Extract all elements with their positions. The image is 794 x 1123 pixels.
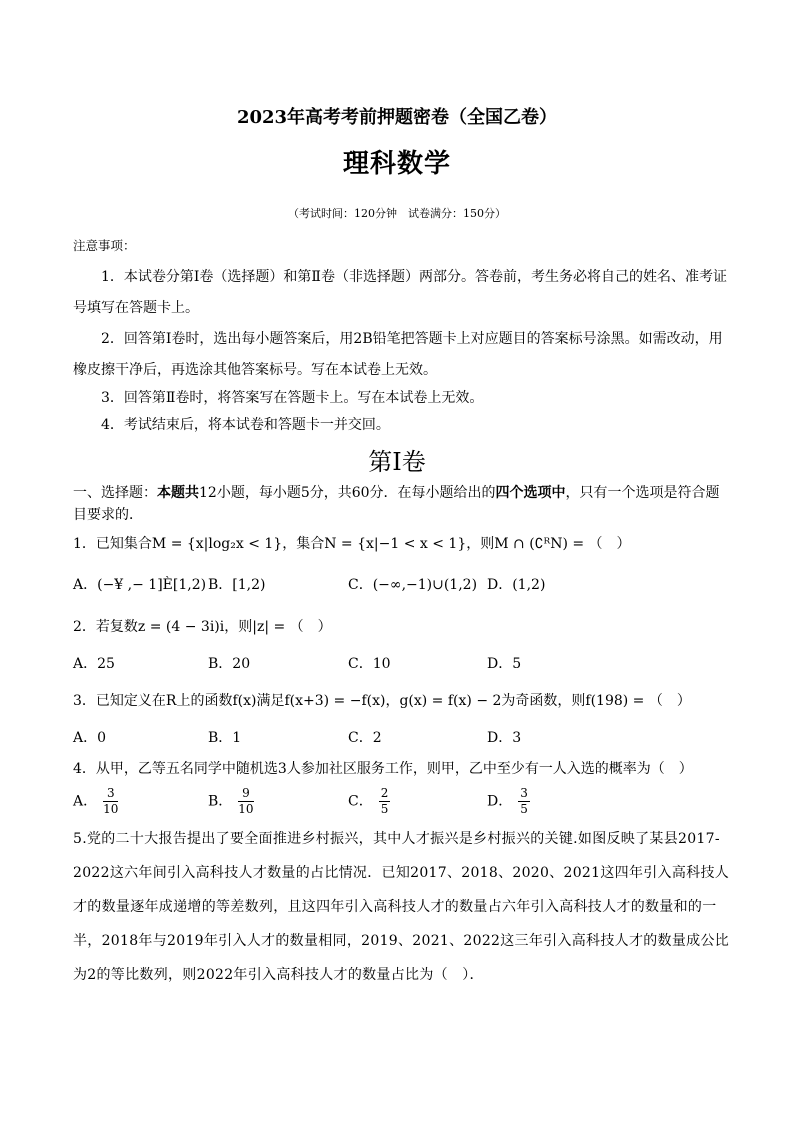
intro-mid: 12小题，每小题5分，共60分．在每小题给出的: [199, 485, 496, 501]
note-item-4-text: 4．考试结束后，将本试卷和答题卡一并交回。: [101, 417, 390, 433]
question-1-stem: 1．已知集合M = {x|log₂x < 1}，集合N = {x|−1 < x < 1}，则M ∩ (∁ᴿN) = （ ）: [73, 536, 631, 552]
question-2-option-b: B．20: [208, 656, 251, 672]
intro-bold-2: 四个选项中: [495, 485, 566, 501]
subject-title: 理科数学: [342, 149, 451, 179]
note-item-1: [73, 262, 733, 324]
option-d-numerator: 3: [520, 786, 528, 800]
question-2-option-d: D．5: [487, 656, 522, 672]
exam-title: 2023年高考考前押题密卷（全国乙卷）: [236, 107, 558, 128]
question-3-option-a: A．0: [73, 730, 107, 746]
question-3-option-c: C．2: [348, 730, 382, 746]
option-d-fraction: [518, 786, 530, 817]
intro-prefix: 一、选择题：: [73, 485, 157, 501]
note-item-4: [73, 410, 733, 441]
option-b-label: B．: [208, 793, 233, 810]
option-c-numerator: 2: [380, 786, 389, 800]
option-d-denominator: 5: [520, 802, 528, 816]
note-item-1-text: 1．本试卷分第Ⅰ卷（选择题）和第Ⅱ卷（非选择题）两部分。答卷前，考生务必将自己的姓名、准考证号填写在答题卡上。: [73, 269, 727, 316]
intro-rest: ，只有一个选项是符合题目要求的．: [73, 485, 720, 523]
option-c-fraction: [379, 786, 391, 817]
option-b-denominator: 10: [238, 802, 254, 816]
question-2-option-a: A．25: [73, 656, 115, 672]
option-a-label: A．: [73, 793, 98, 810]
question-1-option-d: D．(1,2): [487, 577, 546, 593]
question-4-stem: 4．从甲，乙等五名同学中随机选3人参加社区服务工作，则甲，乙中至少有一人入选的概率为（ ）: [73, 761, 693, 777]
question-2-stem: 2．若复数z = (4 − 3i)i，则|z| = （ ）: [73, 619, 332, 635]
question-1-option-b: B．[1,2): [208, 577, 266, 593]
question-4-option-a: [73, 786, 118, 817]
option-a-denominator: 10: [103, 802, 119, 816]
question-1-option-c: C．(−∞,−1)∪(1,2): [348, 577, 478, 593]
option-b-numerator: 9: [238, 786, 253, 802]
question-3-option-d: D．3: [487, 730, 522, 746]
option-a-fraction: [103, 786, 118, 817]
question-2-option-c: C．10: [348, 656, 391, 672]
option-c-label: C．: [348, 793, 373, 810]
question-1-option-a: A．(−¥ ,− 1]È[1,2): [73, 577, 207, 593]
option-d-label: D．: [487, 793, 513, 810]
notes-heading: 注意事项：: [73, 238, 136, 253]
section-intro: [73, 482, 733, 526]
note-item-3-text: 3．回答第Ⅱ卷时，将答案写在答题卡上。写在本试卷上无效。: [101, 390, 484, 406]
option-c-denominator: 5: [380, 802, 389, 816]
question-3-option-b: B．1: [208, 730, 242, 746]
note-item-2: [73, 324, 733, 386]
option-a-numerator: 3: [103, 786, 118, 802]
note-item-2-text: 2．回答第Ⅰ卷时，选出每小题答案后，用2B铅笔把答题卡上对应题目的答案标号涂黑。如需改动，用橡皮擦干净后，再选涂其他答案标号。写在本试卷上无效。: [73, 331, 723, 378]
option-b-fraction: [238, 786, 253, 817]
question-4-option-b: [208, 786, 254, 817]
intro-bold-1: 本题共: [157, 485, 199, 501]
question-5-text: 5.党的二十大报告提出了要全面推进乡村振兴，其中人才振兴是乡村振兴的关键.如图反映了某县2017-2022这六年间引入高科技人才数量的占比情况．已知2017、2018、2020、2021这四年引入高科技人才的数量逐年成递增的等差数列，且这四年引入高科技人才的数量占六年引入高科技人才的数量和的一半，2018年与2019年引入人才的数量相同，2019、2021、2022这三年引入高科技人才的数量成公比为2的等比数列，则2022年引入高科技人才的数量占比为（ ）．: [73, 831, 730, 983]
question-4-option-c: [348, 786, 390, 817]
section-title: 第Ⅰ卷: [368, 448, 426, 476]
question-4-option-d: [487, 786, 530, 817]
question-3-stem: 3．已知定义在R上的函数f(x)满足f(x+3) = −f(x)，g(x) = f(x) − 2为奇函数，则f(198) = （ ）: [73, 693, 691, 709]
exam-time-info: （考试时间：120分钟 试卷满分：150分）: [288, 207, 506, 220]
